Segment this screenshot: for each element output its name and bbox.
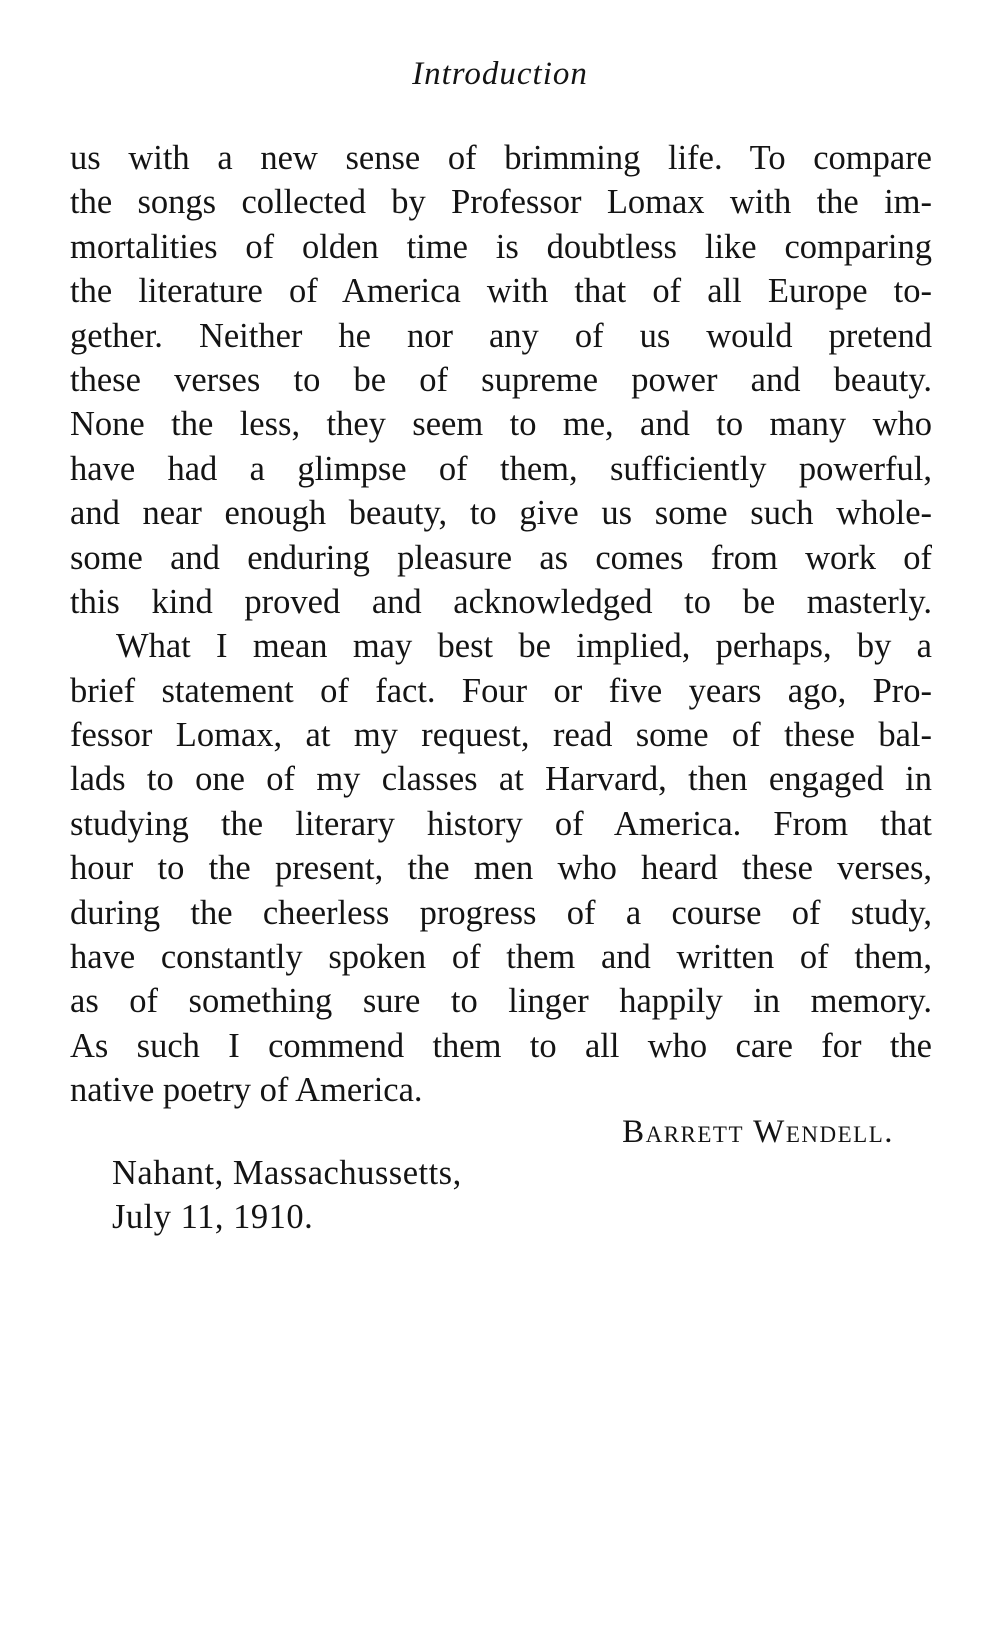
text-line: gether. Neither he nor any of us would pretend [70, 316, 932, 355]
text-line: the literature of America with that of all Europe to- [70, 272, 932, 311]
text-line: as of something sure to linger happily in memory. [70, 982, 932, 1021]
text-line: fessor Lomax, at my request, read some of these bal- [70, 716, 932, 755]
text-line: have constantly spoken of them and written of them, [70, 938, 932, 977]
signature: Barrett Wendell. [622, 1114, 894, 1150]
body-text [70, 136, 932, 1113]
text-line: As such I commend them to all who care for the [70, 1026, 932, 1065]
running-head: Introduction [412, 56, 588, 92]
text-line: during the cheerless progress of a course of study, [70, 893, 932, 932]
text-line: brief statement of fact. Four or five years ago, Pro- [70, 671, 932, 710]
text-line: lads to one of my classes at Harvard, then engaged in [70, 760, 932, 799]
text-line: have had a glimpse of them, sufficiently powerful, [70, 449, 932, 488]
dateline-date: July 11, 1910. [112, 1198, 314, 1236]
text-line: hour to the present, the men who heard these verses, [70, 849, 932, 888]
text-line: What I mean may best be implied, perhaps, by a [116, 627, 932, 666]
text-line: this kind proved and acknowledged to be masterly. [70, 582, 932, 621]
text-line: native poetry of America. [70, 1071, 423, 1110]
text-line: the songs collected by Professor Lomax with the im- [70, 183, 932, 222]
dateline-place: Nahant, Massachussetts, [112, 1154, 462, 1192]
text-line: us with a new sense of brimming life. To compare [70, 139, 932, 177]
text-line: studying the literary history of America. From that [70, 804, 932, 843]
text-line: None the less, they seem to me, and to many who [70, 405, 932, 444]
text-line: these verses to be of supreme power and beauty. [70, 360, 932, 399]
text-line: mortalities of olden time is doubtless like comparing [70, 227, 932, 266]
text-line: some and enduring pleasure as comes from work of [70, 538, 932, 577]
text-line: and near enough beauty, to give us some such whole- [70, 494, 932, 533]
